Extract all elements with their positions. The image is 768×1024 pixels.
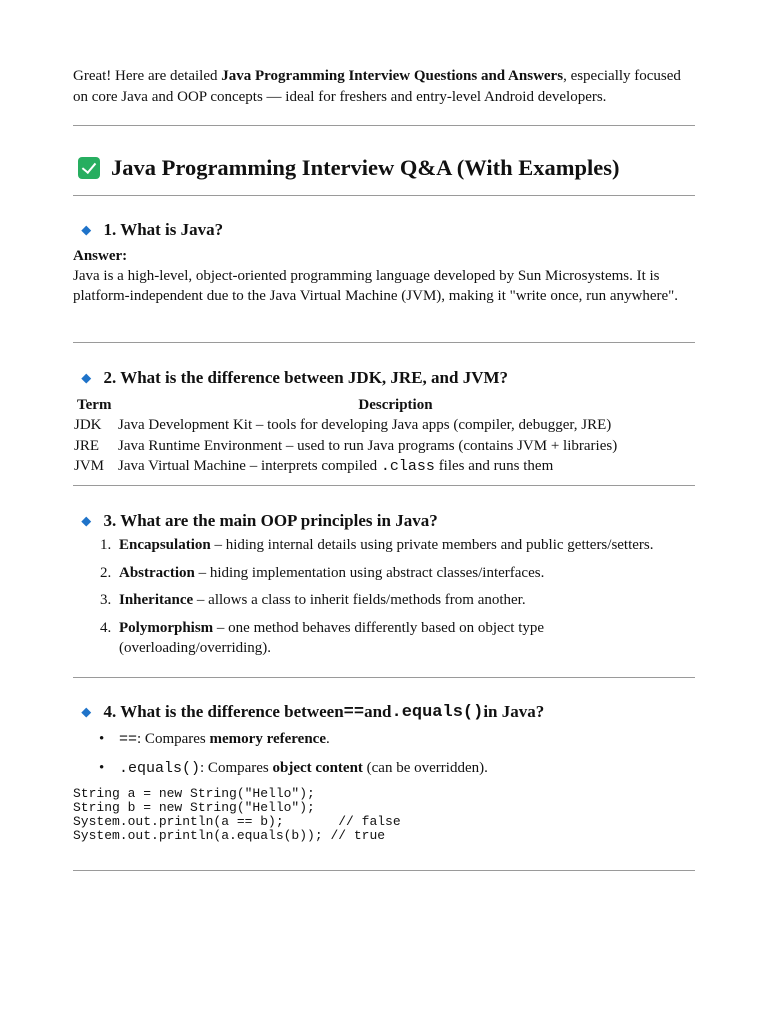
principle-term: Polymorphism <box>119 619 214 636</box>
table-header-row <box>73 395 673 416</box>
small-blue-diamond-icon <box>82 373 91 382</box>
question-1-title: 1. What is Java? <box>103 220 224 239</box>
question-1-answer <box>73 246 695 306</box>
code-line: System.out.println(a == b); // false <box>73 814 401 829</box>
table-row <box>73 436 673 457</box>
inline-code: .equals() <box>391 702 484 722</box>
divider <box>73 677 695 678</box>
question-1-heading <box>73 219 695 241</box>
comparison-list <box>73 729 695 787</box>
divider <box>73 870 695 871</box>
list-item <box>73 618 695 658</box>
principle-term: Encapsulation <box>119 537 211 553</box>
list-number: 1. <box>100 537 112 553</box>
cell-term: JDK <box>74 417 102 434</box>
question-4-title-mid: and <box>364 702 392 721</box>
small-blue-diamond-icon <box>82 516 91 525</box>
question-3-title: 3. What are the main OOP principles in Java? <box>103 511 438 530</box>
item-bold: memory reference <box>209 731 326 747</box>
answer-label: Answer: <box>73 248 128 264</box>
list-number: 2. <box>100 564 112 581</box>
question-2-heading <box>73 367 695 389</box>
page-title-text: Java Programming Interview Q&A (With Examples) <box>111 155 620 180</box>
item-text: (can be overridden). <box>362 760 488 776</box>
intro-prefix: Great! Here are detailed <box>73 68 222 84</box>
divider <box>73 195 695 196</box>
inline-code: .equals() <box>119 760 201 777</box>
list-number: 4. <box>100 619 112 636</box>
bullet: • <box>99 731 105 747</box>
code-line: String a = new String("Hello"); <box>73 786 315 801</box>
item-text: : Compares <box>200 760 273 776</box>
check-mark-button-icon <box>78 157 100 179</box>
item-text: : Compares <box>137 731 210 747</box>
intro-suffix: , especially focused on core Java and OOP concepts — ideal for freshers and entry-level Android developers. <box>73 68 681 105</box>
answer-text: Java is a high-level, object-oriented programming language developed by Sun Microsystems. It is platform-independent due to the Java Virtual Machine (JVM), making it "write once, run anywhere". <box>73 268 679 304</box>
principle-text: – one method behaves differently based on object type (overloading/overriding). <box>119 619 545 656</box>
principle-text: – hiding internal details using private members and public getters/setters. <box>210 537 654 553</box>
description-text: files and runs them <box>434 458 554 475</box>
jdk-jre-jvm-table <box>73 395 673 477</box>
table-row <box>73 416 673 437</box>
list-item <box>73 758 695 779</box>
description-text: Java Virtual Machine – interprets compiled <box>118 458 381 475</box>
code-block <box>73 787 695 843</box>
intro-bold: Java Programming Interview Questions and Answers <box>221 68 564 84</box>
list-number: 3. <box>100 592 112 608</box>
bullet: • <box>99 760 105 776</box>
principle-text: – allows a class to inherit fields/methods from another. <box>193 592 526 608</box>
list-item <box>73 729 695 750</box>
item-text: . <box>325 731 330 747</box>
cell-description: Java Runtime Environment – used to run Java programs (contains JVM + libraries) <box>118 437 618 454</box>
principle-term: Inheritance <box>119 592 194 608</box>
page-title <box>73 152 695 184</box>
cell-description: Java Development Kit – tools for developing Java apps (compiler, debugger, JRE) <box>118 417 612 434</box>
principle-text: – hiding implementation using abstract classes/interfaces. <box>194 564 545 581</box>
column-header-term: Term <box>77 396 112 413</box>
question-3-heading <box>73 510 695 532</box>
small-blue-diamond-icon <box>82 707 91 716</box>
question-4-title-prefix: 4. What is the difference between <box>103 702 344 721</box>
list-item <box>73 590 695 610</box>
code-line: System.out.println(a.equals(b)); // true <box>73 828 386 843</box>
column-header-description: Description <box>358 396 433 413</box>
cell-description <box>118 457 673 478</box>
cell-term: JVM <box>74 458 105 475</box>
small-blue-diamond-icon <box>82 225 91 234</box>
inline-code: .class <box>380 458 435 476</box>
intro-paragraph <box>73 66 695 107</box>
principle-term: Abstraction <box>119 564 195 581</box>
list-item <box>73 535 695 555</box>
divider <box>73 342 695 343</box>
code-line: String b = new String("Hello"); <box>73 800 315 815</box>
table-row <box>73 457 673 478</box>
cell-term: JRE <box>74 437 100 454</box>
item-bold: object content <box>272 760 363 776</box>
divider <box>73 125 695 126</box>
list-item <box>73 563 695 583</box>
divider <box>73 485 695 486</box>
question-2-title: 2. What is the difference between JDK, JRE, and JVM? <box>103 368 509 387</box>
question-4-title-suffix: in Java? <box>483 702 545 721</box>
inline-code: == <box>343 702 365 722</box>
question-4-heading <box>73 701 695 723</box>
oop-principles-list <box>73 535 695 665</box>
inline-code: == <box>119 731 138 748</box>
